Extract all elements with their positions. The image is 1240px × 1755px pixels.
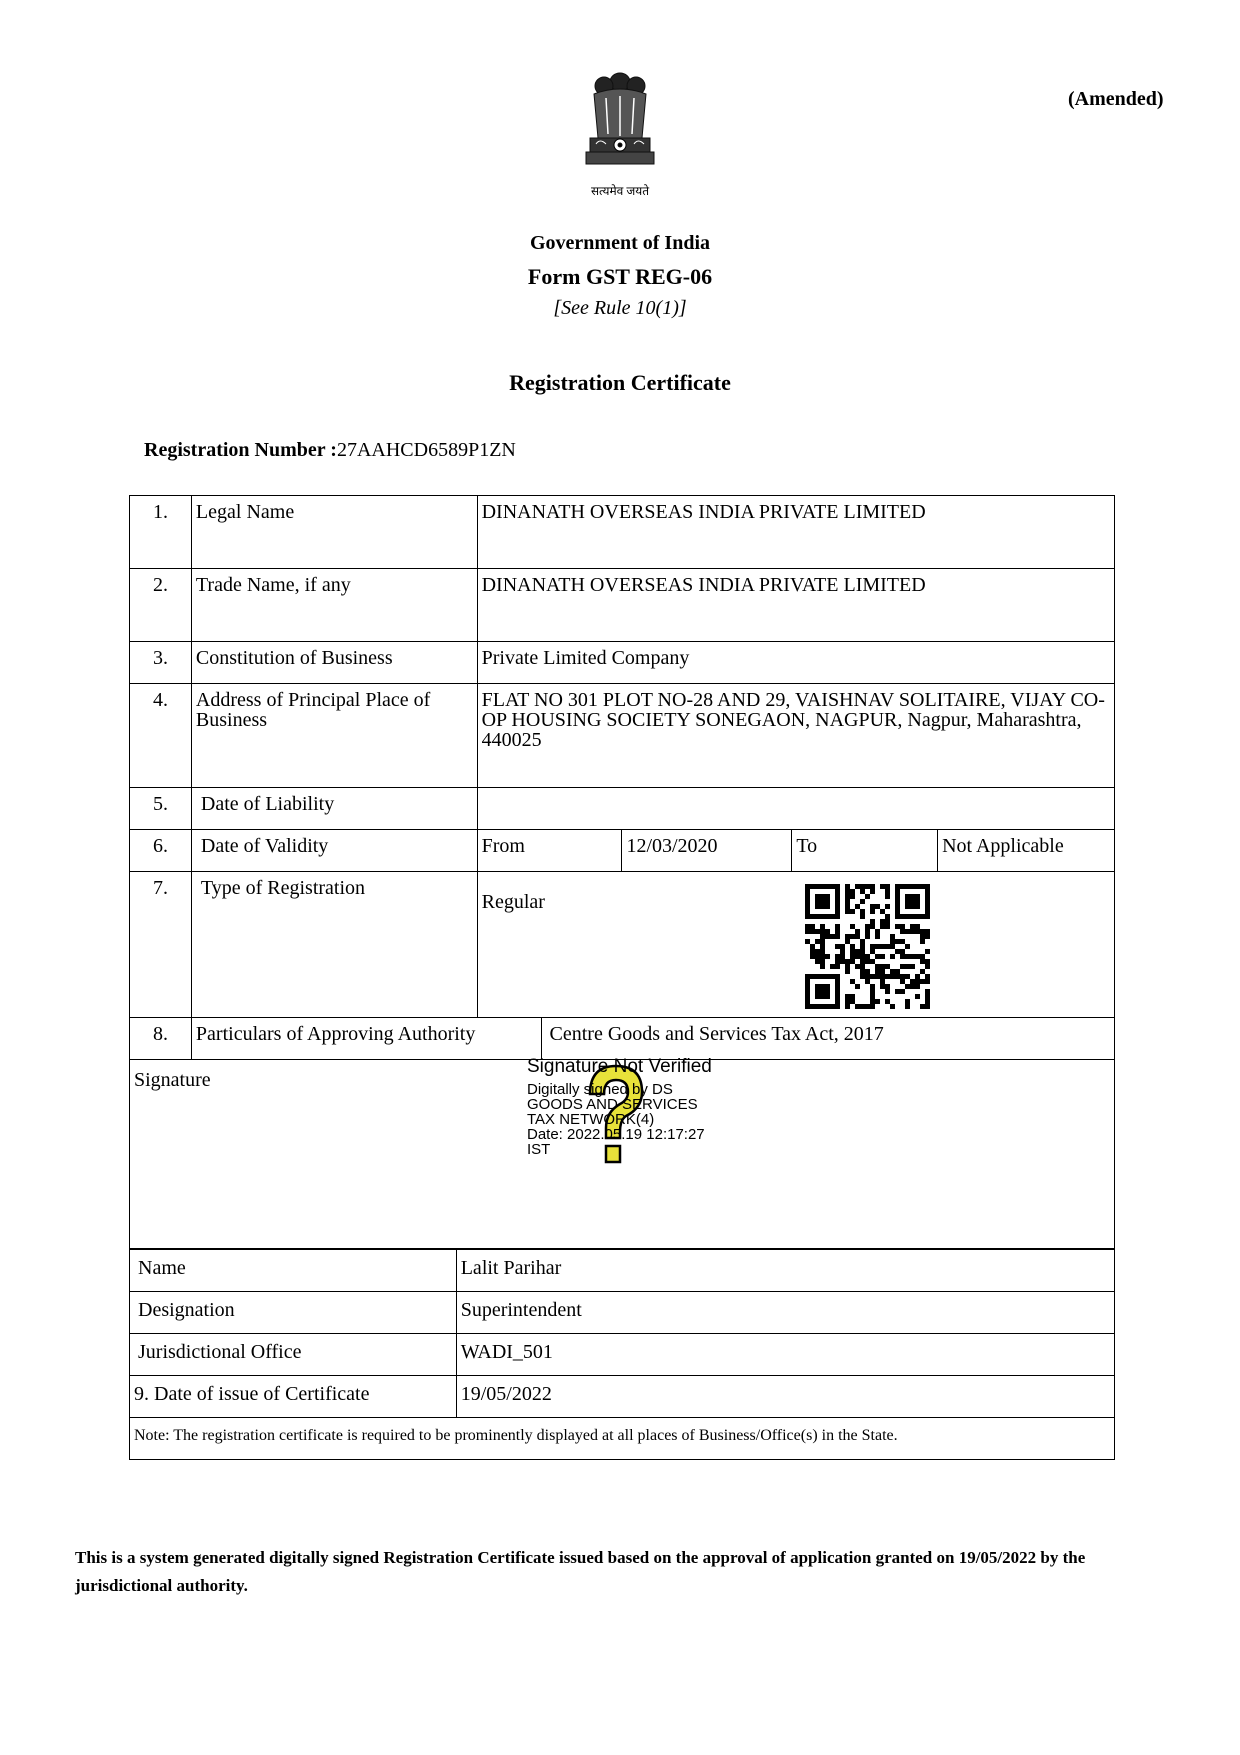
row-label: Particulars of Approving Authority (191, 1018, 541, 1060)
trade-name-value: DINANATH OVERSEAS INDIA PRIVATE LIMITED (477, 569, 1114, 642)
table-row (130, 872, 1115, 1018)
row-label: Trade Name, if any (191, 569, 477, 642)
constitution-value: Private Limited Company (477, 642, 1114, 684)
qr-code-icon[interactable] (805, 884, 930, 1009)
amended-label: (Amended) (1068, 88, 1164, 110)
table-row (130, 642, 1115, 684)
signature-status: Signature Not Verified (527, 1056, 712, 1077)
table-row (130, 788, 1115, 830)
validity-from-label: From (477, 830, 622, 872)
legal-name-value: DINANATH OVERSEAS INDIA PRIVATE LIMITED (477, 496, 1114, 569)
row-number: 2. (130, 569, 192, 642)
designation-value: Superintendent (456, 1292, 1114, 1334)
validity-from-value: 12/03/2020 (622, 830, 792, 872)
officer-name-label: Name (130, 1250, 457, 1292)
government-title: Government of India (530, 232, 710, 254)
digital-signature-block (527, 1056, 712, 1157)
signature-line: GOODS AND SERVICES (527, 1096, 698, 1113)
signature-line: IST (527, 1141, 551, 1158)
table-row (130, 1418, 1115, 1460)
approving-authority-value: Centre Goods and Services Tax Act, 2017 (541, 1018, 1114, 1060)
row-number: 3. (130, 642, 192, 684)
registration-number-label: Registration Number : (144, 439, 337, 461)
row-label: Legal Name (191, 496, 477, 569)
row-number: 7. (130, 872, 192, 1018)
registration-number (144, 439, 516, 462)
row-number: 8. (130, 1018, 192, 1060)
address-value: FLAT NO 301 PLOT NO-28 AND 29, VAISHNAV SOLITAIRE, VIJAY CO-OP HOUSING SOCIETY SONEGAON, NAGPUR, Nagpur, Maharashtra, 440025 (477, 684, 1114, 788)
validity-to-value: Not Applicable (938, 830, 1115, 872)
signature-line: Digitally signed by DS (527, 1081, 673, 1098)
validity-to-label: To (792, 830, 938, 872)
jurisdictional-office-label: Jurisdictional Office (130, 1334, 457, 1376)
table-row (130, 830, 1115, 872)
row-number: 4. (130, 684, 192, 788)
jurisdictional-office-value: WADI_501 (456, 1334, 1114, 1376)
issue-date-label: 9. Date of issue of Certificate (130, 1376, 457, 1418)
registration-number-value: 27AAHCD6589P1ZN (336, 439, 516, 461)
system-generated-note: This is a system generated digitally signed Registration Certificate issued based on the approval of application granted on 19/05/2022 by the jurisdictional authority. (75, 1548, 1086, 1595)
display-note: Note: The registration certificate is required to be prominently displayed at all places of Business/Office(s) in the State. (130, 1418, 1115, 1460)
row-label: Type of Registration (191, 872, 477, 1018)
issue-date-value: 19/05/2022 (456, 1376, 1114, 1418)
signature-label: Signature (130, 1060, 1115, 1249)
signature-date: Date: 2022.05.19 12:17:27 (527, 1126, 705, 1143)
certificate-title: Registration Certificate (509, 370, 731, 395)
row-number: 6. (130, 830, 192, 872)
national-emblem-icon (576, 68, 664, 198)
form-title: Form GST REG-06 (527, 264, 713, 289)
table-row (130, 684, 1115, 788)
row-label: Constitution of Business (191, 642, 477, 684)
row-number: 1. (130, 496, 192, 569)
table-row (130, 1376, 1115, 1418)
table-row (130, 569, 1115, 642)
table-row (130, 1250, 1115, 1292)
row-number: 5. (130, 788, 192, 830)
row-label: Date of Liability (191, 788, 477, 830)
officer-name-value: Lalit Parihar (456, 1250, 1114, 1292)
table-row (130, 1334, 1115, 1376)
officer-table (129, 1249, 1115, 1460)
designation-label: Designation (130, 1292, 457, 1334)
rule-reference: [See Rule 10(1)] (553, 297, 687, 319)
row-label: Date of Validity (191, 830, 477, 872)
registration-type-value: Regular (477, 872, 1114, 1018)
table-row (130, 1292, 1115, 1334)
table-row (130, 1018, 1115, 1060)
table-row (130, 496, 1115, 569)
liability-value (477, 788, 1114, 830)
signature-line: TAX NETWORK(4) (527, 1111, 655, 1128)
row-label: Address of Principal Place of Business (191, 684, 477, 788)
emblem-motto: सत्यमेव जयते (590, 184, 650, 198)
